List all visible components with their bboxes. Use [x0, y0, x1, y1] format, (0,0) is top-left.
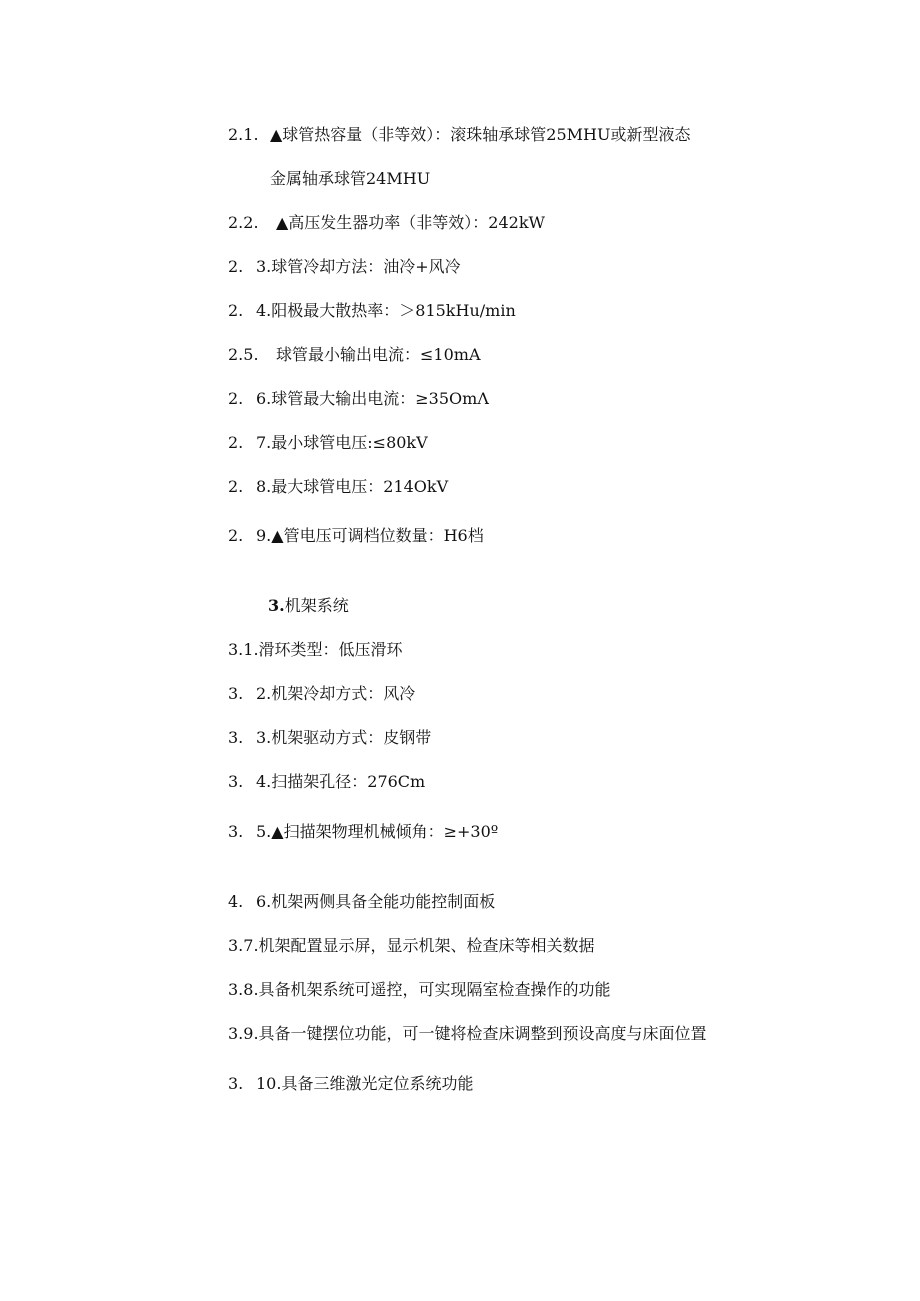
- item-number: 3.: [228, 772, 244, 791]
- item-text: ▲高压发生器功率（非等效）：242kW: [276, 213, 545, 232]
- item-number: 2.: [228, 433, 244, 452]
- item-number: 2.: [228, 477, 244, 496]
- item-text: 8.最大球管电压：214OkV: [256, 477, 449, 496]
- item-number: 3.: [228, 728, 244, 747]
- item-text: 金属轴承球管24MHU: [270, 169, 431, 188]
- item-number: 3.: [228, 684, 244, 703]
- item-number: 3.9.: [228, 1024, 259, 1043]
- item-text: 10.具备三维激光定位系统功能: [256, 1074, 474, 1093]
- spec-line-2-2: [228, 213, 545, 233]
- item-text: 具备一键摆位功能，可一键将检查床调整到预设高度与床面位置: [258, 1024, 707, 1043]
- item-number: 4.: [228, 892, 244, 911]
- spec-line-2-7: [228, 433, 428, 453]
- item-text: ▲球管热容量（非等效）：滚珠轴承球管25MHU或新型液态: [270, 125, 691, 144]
- spec-line-3-10: [228, 1074, 473, 1094]
- spec-line-3-7: [228, 936, 595, 956]
- item-number: 2.1.: [228, 125, 259, 144]
- item-number: 3.7.: [228, 936, 259, 955]
- item-number: 3.8.: [228, 980, 259, 999]
- item-number: 2.: [228, 526, 244, 545]
- item-number: 3.1.: [228, 640, 259, 659]
- item-number: 2.: [228, 389, 244, 408]
- spec-line-2-6: [228, 389, 489, 409]
- item-number: 2.2.: [228, 213, 259, 232]
- heading-text: 机架系统: [284, 596, 349, 615]
- spec-line-3-3: [228, 728, 431, 748]
- spec-line-2-9: [228, 526, 484, 546]
- spec-line-3-1: [228, 640, 403, 660]
- item-number: 3.: [228, 822, 244, 841]
- item-text: 5.▲扫描架物理机械倾角：≥+30º: [256, 822, 499, 841]
- item-text: 滑环类型：低压滑环: [258, 640, 403, 659]
- spec-line-3-2: [228, 684, 415, 704]
- item-number: 2.: [228, 257, 244, 276]
- item-text: 具备机架系统可遥控，可实现隔室检查操作的功能: [258, 980, 611, 999]
- spec-line-3-6: [228, 892, 495, 912]
- spec-line-2-8: [228, 477, 448, 497]
- item-text: 7.最小球管电压:≤80kV: [256, 433, 428, 452]
- item-text: 机架配置显示屏，显示机架、检查床等相关数据: [258, 936, 595, 955]
- item-number: 2.5.: [228, 345, 259, 364]
- item-text: 2.机架冷却方式：风冷: [256, 684, 416, 703]
- item-text: 4.扫描架孔径：276Cm: [256, 772, 426, 791]
- item-text: 6.球管最大输出电流：≥35OmΛ: [256, 389, 489, 408]
- spec-line-3-4: [228, 772, 425, 792]
- heading-number: 3.: [268, 596, 285, 615]
- spec-line-2-1: [228, 125, 691, 145]
- spec-line-3-8: [228, 980, 611, 1000]
- spec-line-2-1-continued: [270, 169, 430, 189]
- item-text: 3.机架驱动方式：皮钢带: [256, 728, 432, 747]
- item-number: 3.: [228, 1074, 244, 1093]
- item-text: 6.机架两侧具备全能功能控制面板: [256, 892, 496, 911]
- item-text: 9.▲管电压可调档位数量：H6档: [256, 526, 484, 545]
- item-text: 4.阳极最大散热率：＞815kHu/min: [256, 301, 516, 320]
- spec-line-3-9: [228, 1024, 707, 1044]
- spec-line-2-4: [228, 301, 516, 321]
- item-number: 2.: [228, 301, 244, 320]
- spec-line-2-5: [228, 345, 481, 365]
- item-text: 3.球管冷却方法：油冷+风冷: [256, 257, 461, 276]
- item-text: 球管最小输出电流：≤10mA: [276, 345, 481, 364]
- section-heading-gantry: [268, 596, 349, 616]
- spec-line-3-5: [228, 822, 498, 842]
- spec-line-2-3: [228, 257, 461, 277]
